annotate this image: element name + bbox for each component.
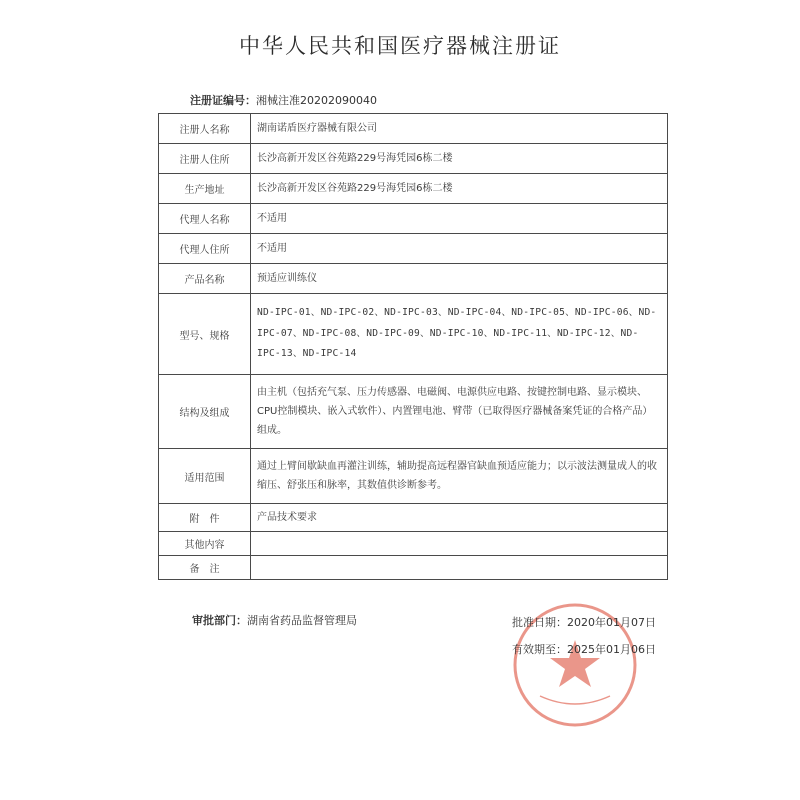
row-value: 通过上臂间歇缺血再灌注训练，辅助提高远程器官缺血预适应能力；以示波法测量成人的收缩压、舒张压和脉率，其数值供诊断参考。	[251, 449, 668, 504]
valid-until-label: 有效期至：	[512, 643, 567, 656]
row-value	[251, 532, 668, 556]
row-value: 由主机（包括充气泵、压力传感器、电磁阀、电源供应电路、按键控制电路、显示模块、CPU控制模块、嵌入式软件）、内置锂电池、臂带（已取得医疗器械备案凭证的合格产品）组成。	[251, 375, 668, 449]
row-key: 代理人名称	[159, 204, 251, 234]
row-key: 其他内容	[159, 532, 251, 556]
table-row	[159, 144, 668, 174]
table-row	[159, 556, 668, 580]
table-row	[159, 114, 668, 144]
document-title: 中华人民共和国医疗器械注册证	[239, 34, 561, 58]
valid-until	[512, 641, 656, 657]
department-value: 湖南省药品监督管理局	[247, 614, 357, 627]
row-key: 生产地址	[159, 174, 251, 204]
table-row	[159, 504, 668, 532]
registration-number	[190, 92, 377, 108]
row-key: 适用范围	[159, 449, 251, 504]
department-label: 审批部门：	[192, 614, 247, 627]
table-row	[159, 375, 668, 449]
approval-date-label: 批准日期：	[512, 616, 567, 629]
row-value: 不适用	[251, 204, 668, 234]
row-key: 备 注	[159, 556, 251, 580]
row-value: 不适用	[251, 234, 668, 264]
row-key: 附 件	[159, 504, 251, 532]
certificate-table	[158, 113, 668, 580]
approval-date	[512, 614, 656, 630]
table-row	[159, 449, 668, 504]
row-value: 湖南诺盾医疗器械有限公司	[251, 114, 668, 144]
row-key: 结构及组成	[159, 375, 251, 449]
row-value: 预适应训练仪	[251, 264, 668, 294]
row-key: 注册人名称	[159, 114, 251, 144]
row-key: 注册人住所	[159, 144, 251, 174]
row-value: 长沙高新开发区谷苑路229号海凭园6栋二楼	[251, 144, 668, 174]
table-row	[159, 174, 668, 204]
row-value	[251, 556, 668, 580]
row-key: 型号、规格	[159, 294, 251, 375]
table-row	[159, 204, 668, 234]
approval-department	[192, 612, 357, 628]
table-row	[159, 234, 668, 264]
table-row	[159, 294, 668, 375]
registration-value: 湘械注准20202090040	[256, 94, 377, 107]
row-value: 长沙高新开发区谷苑路229号海凭园6栋二楼	[251, 174, 668, 204]
row-key: 代理人住所	[159, 234, 251, 264]
row-value: ND-IPC-01、ND-IPC-02、ND-IPC-03、ND-IPC-04、ND-IPC-05、ND-IPC-06、ND-IPC-07、ND-IPC-08、ND-IPC-09、ND-IPC-10、ND-IPC-11、ND-IPC-12、ND-IPC-13、ND-IPC-14	[251, 294, 668, 375]
table-row	[159, 264, 668, 294]
row-value: 产品技术要求	[251, 504, 668, 532]
row-key: 产品名称	[159, 264, 251, 294]
table-row	[159, 532, 668, 556]
approval-date-value: 2020年01月07日	[567, 616, 656, 629]
valid-until-value: 2025年01月06日	[567, 643, 656, 656]
registration-label: 注册证编号：	[190, 94, 256, 107]
